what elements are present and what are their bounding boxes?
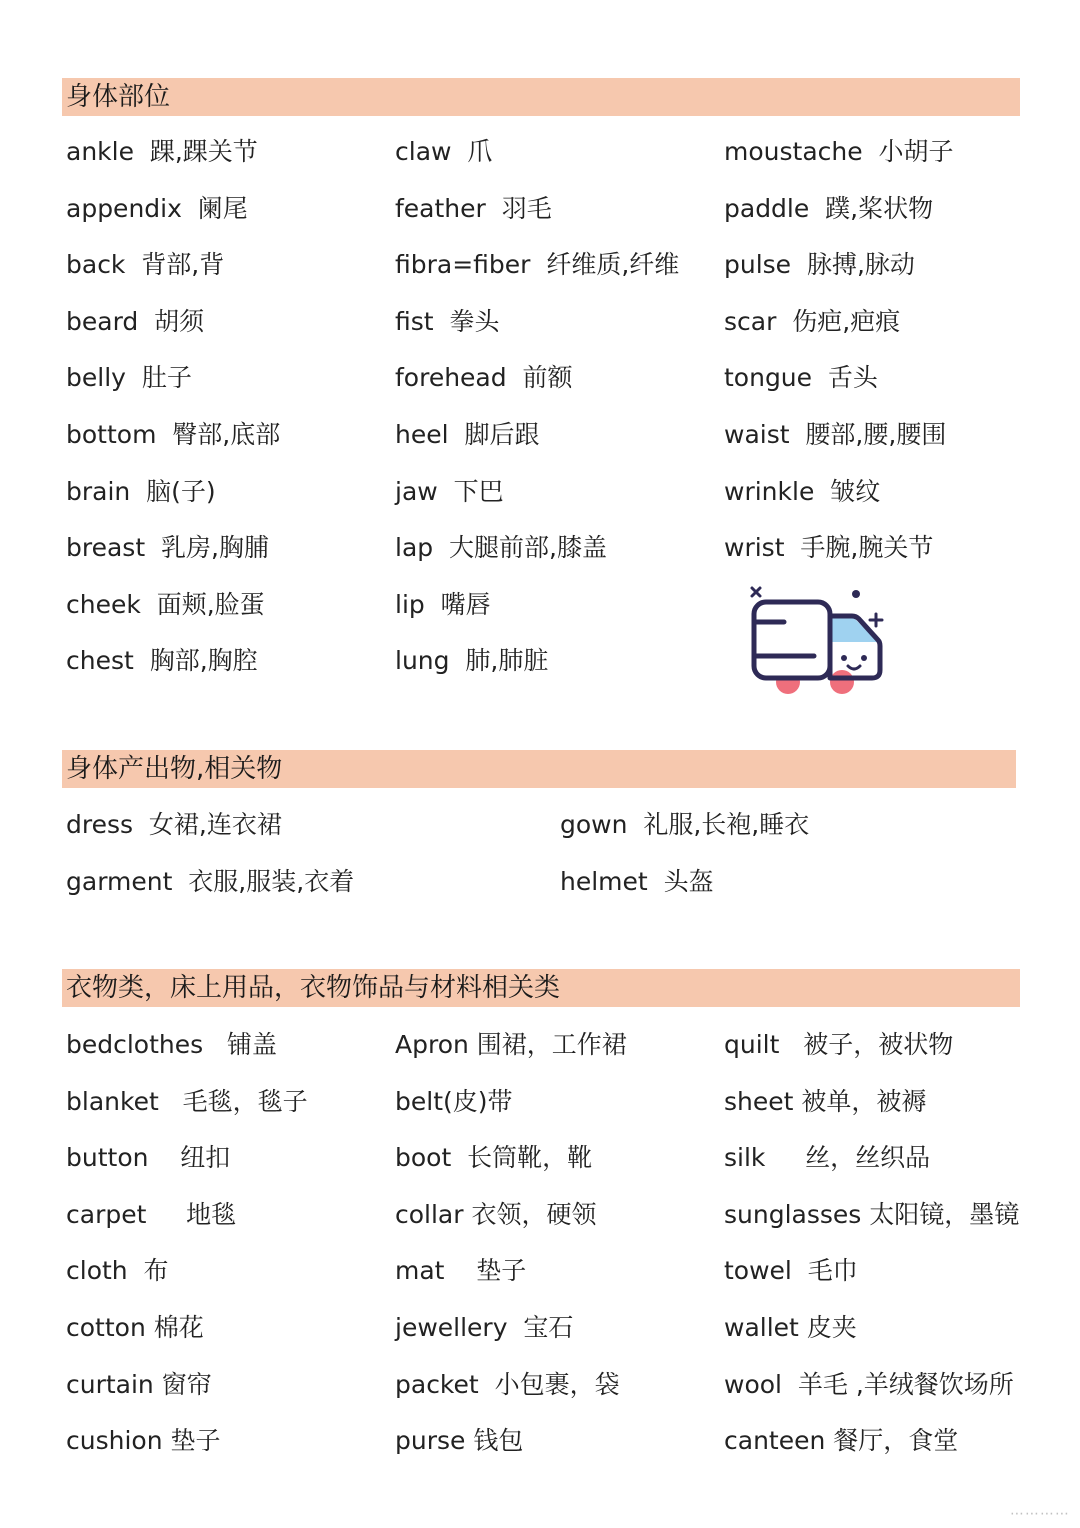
word-entry: fibra=fiber 纤维质,纤维 [395,250,680,280]
word-entry: back 背部,背 [66,250,225,280]
word-column [66,1030,308,1483]
word-entry: packet 小包裹，袋 [395,1369,620,1399]
word-entry: lap 大腿前部,膝盖 [395,533,607,563]
word-entry: carpet 地毯 [66,1199,237,1229]
word-entry: helmet 头盔 [560,866,714,896]
word-entry: wallet 皮夹 [724,1312,857,1342]
word-entry: wool 羊毛 ,羊绒餐饮场所 [724,1369,1014,1399]
section-header-clothing: 衣物类，床上用品，衣物饰品与材料相关类 [62,969,1020,1007]
word-entry: dress 女裙,连衣裙 [66,810,282,839]
word-entry: moustache 小胡子 [724,137,954,166]
word-entry: pulse 脉搏,脉动 [724,250,915,280]
section-header-body-products: 身体产出物,相关物 [62,750,1016,788]
word-entry: jewellery 宝石 [395,1312,574,1342]
word-column [724,1030,1019,1483]
word-entry: gown 礼服,长袍,睡衣 [560,810,810,839]
corner-watermark: ⋯⋯⋯⋯ [1010,1506,1070,1522]
word-entry: cloth 布 [66,1256,169,1286]
word-column [66,810,354,923]
word-entry: quilt 被子，被状物 [724,1030,954,1059]
word-entry: appendix 阑尾 [66,193,248,223]
word-entry: cheek 面颊,脸蛋 [66,589,265,619]
word-entry: jaw 下巴 [395,476,504,506]
word-entry: collar 衣领，硬领 [395,1199,597,1229]
word-entry: scar 伤疤,疤痕 [724,306,901,336]
word-entry: heel 脚后跟 [395,419,540,449]
word-entry: lip 嘴唇 [395,589,491,619]
word-entry: forehead 前额 [395,363,573,393]
word-entry: feather 羽毛 [395,193,552,223]
word-entry: wrinkle 皱纹 [724,476,881,506]
word-entry: sheet 被单，被褥 [724,1086,927,1116]
word-entry: breast 乳房,胸脯 [66,533,269,563]
word-entry: paddle 蹼,桨状物 [724,193,934,223]
word-entry: Apron 围裙，工作裙 [395,1030,627,1059]
word-entry: tongue 舌头 [724,363,878,393]
word-entry: garment 衣服,服装,衣着 [66,866,355,896]
word-entry: wrist 手腕,腕关节 [724,533,934,563]
word-column [395,1030,627,1483]
word-entry: lung 肺,肺脏 [395,646,549,676]
word-entry: button 纽扣 [66,1143,231,1173]
word-column [395,137,679,703]
section-header-body-parts: 身体部位 [62,78,1020,116]
word-entry: canteen 餐厅，食堂 [724,1426,959,1456]
delivery-truck-icon [744,584,888,700]
word-entry: blanket 毛毯，毯子 [66,1086,308,1116]
word-entry: silk 丝，丝织品 [724,1143,931,1173]
word-entry: belt(皮)带 [395,1086,513,1116]
word-entry: beard 胡须 [66,306,205,336]
word-entry: curtain 窗帘 [66,1369,212,1399]
word-entry: belly 肚子 [66,363,192,393]
word-entry: bedclothes 铺盖 [66,1030,277,1059]
word-entry: chest 胸部,胸腔 [66,646,258,676]
word-entry: boot 长筒靴，靴 [395,1143,593,1173]
word-entry: bottom 臀部,底部 [66,419,281,449]
word-entry: brain 脑(子) [66,476,216,506]
word-entry: fist 拳头 [395,306,500,336]
word-entry: towel 毛巾 [724,1256,858,1286]
word-entry: purse 钱包 [395,1426,524,1456]
word-entry: cotton 棉花 [66,1312,204,1342]
word-column [724,137,954,590]
word-entry: claw 爪 [395,137,493,166]
word-entry: ankle 踝,踝关节 [66,137,258,166]
word-entry: waist 腰部,腰,腰围 [724,419,947,449]
word-entry: cushion 垫子 [66,1426,221,1456]
word-column [560,810,809,923]
word-column [66,137,280,703]
word-entry: mat 垫子 [395,1256,527,1286]
word-entry: sunglasses 太阳镜，墨镜 [724,1199,1020,1229]
